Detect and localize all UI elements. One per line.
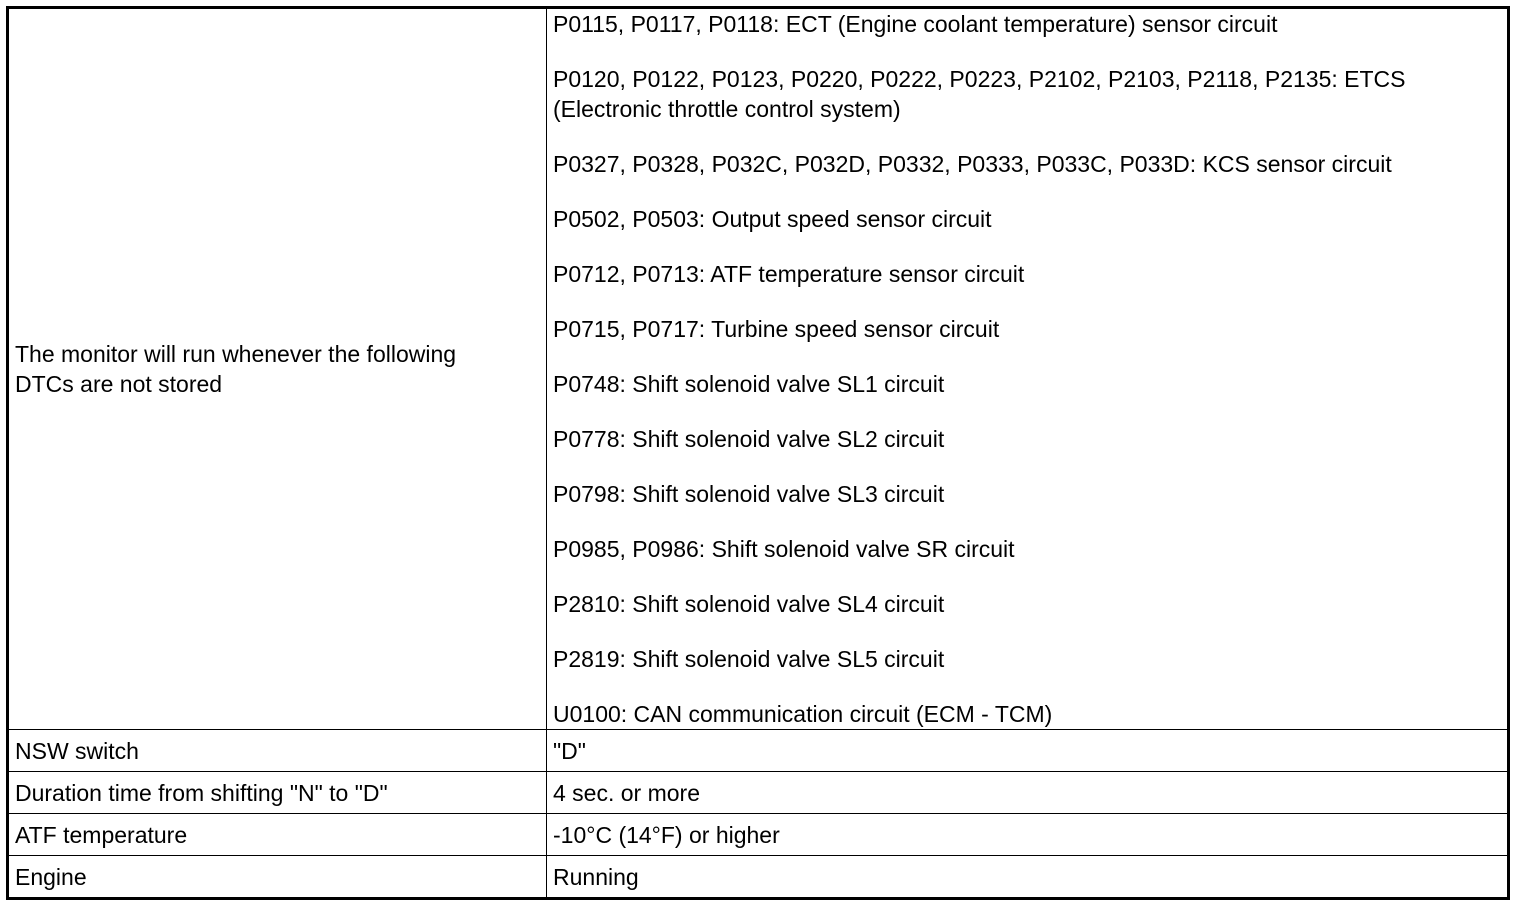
condition-value: "D" [547,730,1509,772]
condition-label: NSW switch [8,730,547,772]
dtc-entry: P0748: Shift solenoid valve SL1 circuit [553,371,945,397]
condition-value: -10°C (14°F) or higher [547,814,1509,856]
condition-label: The monitor will run whenever the following DTCs are not stored [8,8,547,730]
table-row [8,8,1509,730]
dtc-entry: P2819: Shift solenoid valve SL5 circuit [553,646,945,672]
dtc-entry: P0115, P0117, P0118: ECT (Engine coolant temperature) sensor circuit [553,11,1278,37]
dtc-entry: P0715, P0717: Turbine speed sensor circuit [553,316,1000,342]
table-row [8,730,1509,772]
dtc-entry: P0712, P0713: ATF temperature sensor circuit [553,261,1025,287]
condition-value: Running [547,856,1509,899]
dtc-entry: P0778: Shift solenoid valve SL2 circuit [553,426,945,452]
dtc-list-cell [547,8,1509,730]
condition-label: Duration time from shifting "N" to "D" [8,772,547,814]
condition-label: Engine [8,856,547,899]
dtc-entry: P0502, P0503: Output speed sensor circuit [553,206,992,232]
table-row [8,814,1509,856]
dtc-entry: P2810: Shift solenoid valve SL4 circuit [553,591,945,617]
dtc-entry: P0120, P0122, P0123, P0220, P0222, P0223, P2102, P2103, P2118, P2135: ETCS (Electronic throttle control system) [553,66,1406,122]
dtc-entry: P0985, P0986: Shift solenoid valve SR circuit [553,536,1015,562]
dtc-entry: U0100: CAN communication circuit (ECM - TCM) [553,701,1053,727]
condition-label: ATF temperature [8,814,547,856]
table-row [8,856,1509,899]
condition-value: 4 sec. or more [547,772,1509,814]
monitor-conditions-table [6,6,1510,900]
table-row [8,772,1509,814]
dtc-entry: P0327, P0328, P032C, P032D, P0332, P0333, P033C, P033D: KCS sensor circuit [553,151,1392,177]
dtc-entry: P0798: Shift solenoid valve SL3 circuit [553,481,945,507]
